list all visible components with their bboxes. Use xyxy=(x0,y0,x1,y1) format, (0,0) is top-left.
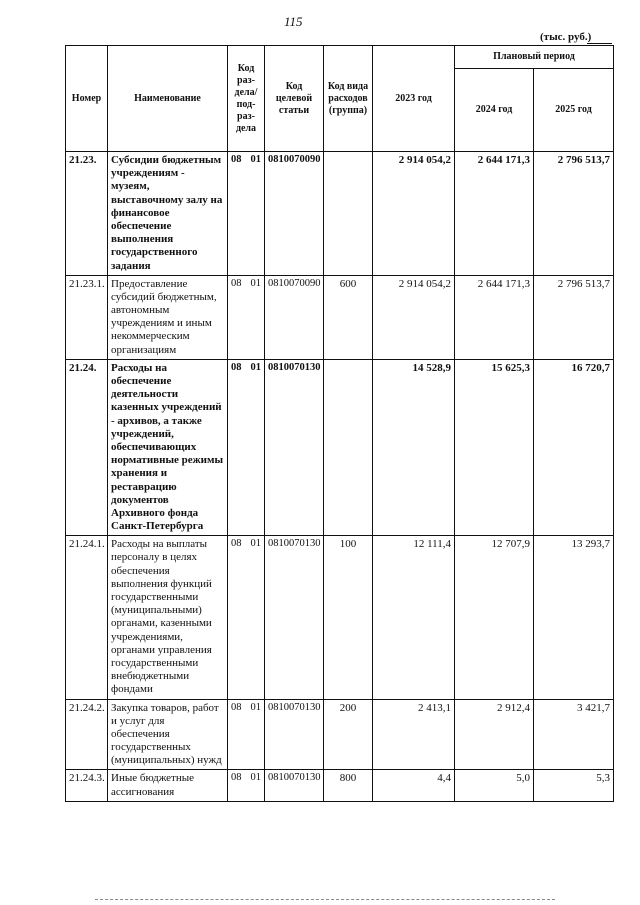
row-name: Расходы на выплаты персоналу в целях обеспечения выполнения функций государственными (муниципальными) органами, казенными учреждениями, органами управления государственными внебюджетными фондами xyxy=(108,536,228,699)
header-target-code: Код целевой статьи xyxy=(265,46,324,152)
row-section-code xyxy=(228,699,265,770)
table-row xyxy=(66,770,614,801)
row-value-2023: 2 413,1 xyxy=(373,699,455,770)
header-number: Номер xyxy=(66,46,108,152)
table-row xyxy=(66,152,614,276)
row-number: 21.24.1. xyxy=(66,536,108,699)
row-value-2023: 4,4 xyxy=(373,770,455,801)
row-section: 08 xyxy=(231,772,242,784)
row-value-2023: 2 914 054,2 xyxy=(373,152,455,276)
row-name: Субсидии бюджетным учреждениям - музеям, выставочному залу на финансовое обеспечение выполнения государственного задания xyxy=(108,152,228,276)
table-row xyxy=(66,536,614,699)
row-expense-code: 100 xyxy=(324,536,373,699)
row-number: 21.23.1. xyxy=(66,275,108,359)
row-target-code: 0810070130 xyxy=(265,699,324,770)
table-row xyxy=(66,275,614,359)
row-value-2024: 15 625,3 xyxy=(455,359,534,535)
row-value-2024: 2 644 171,3 xyxy=(455,275,534,359)
row-section-code xyxy=(228,275,265,359)
row-expense-code: 200 xyxy=(324,699,373,770)
header-name: Наименование xyxy=(108,46,228,152)
row-target-code: 0810070130 xyxy=(265,359,324,535)
row-target-code: 0810070130 xyxy=(265,770,324,801)
row-subsection: 01 xyxy=(250,154,261,165)
row-expense-code xyxy=(324,152,373,276)
units-underline xyxy=(587,43,612,44)
table-row xyxy=(66,699,614,770)
row-number: 21.23. xyxy=(66,152,108,276)
row-section: 08 xyxy=(231,361,242,373)
row-name: Предоставление субсидий бюджетным, автономным учреждениям и иным некоммерческим организациям xyxy=(108,275,228,359)
row-subsection: 01 xyxy=(250,701,261,713)
row-section: 08 xyxy=(231,277,242,289)
row-value-2025: 2 796 513,7 xyxy=(534,275,614,359)
table-body xyxy=(66,152,614,802)
row-expense-code: 800 xyxy=(324,770,373,801)
row-section-code xyxy=(228,359,265,535)
row-value-2023: 12 111,4 xyxy=(373,536,455,699)
row-value-2024: 5,0 xyxy=(455,770,534,801)
row-name: Расходы на обеспечение деятельности казенных учреждений - архивов, а также учреждений, обеспечивающих нормативные режимы хранения и реставрацию документов Архивного фонда Санкт-Петербурга xyxy=(108,359,228,535)
table-header xyxy=(66,46,614,152)
budget-table xyxy=(65,45,614,802)
row-section-code xyxy=(228,770,265,801)
row-number: 21.24. xyxy=(66,359,108,535)
row-target-code: 0810070090 xyxy=(265,275,324,359)
row-target-code: 0810070130 xyxy=(265,536,324,699)
row-number: 21.24.3. xyxy=(66,770,108,801)
row-value-2025: 5,3 xyxy=(534,770,614,801)
header-section-code: Код раз-дела/ под-раз-дела xyxy=(228,46,265,152)
scan-artifact xyxy=(95,899,555,903)
row-expense-code: 600 xyxy=(324,275,373,359)
row-value-2023: 2 914 054,2 xyxy=(373,275,455,359)
header-year-2023: 2023 год xyxy=(373,46,455,152)
row-subsection: 01 xyxy=(250,277,261,289)
header-expense-code: Код вида расходов (группа) xyxy=(324,46,373,152)
row-expense-code xyxy=(324,359,373,535)
row-value-2025: 16 720,7 xyxy=(534,359,614,535)
units-label: (тыс. руб.) xyxy=(540,31,592,43)
row-name: Закупка товаров, работ и услуг для обеспечения государственных (муниципальных) нужд xyxy=(108,699,228,770)
row-subsection: 01 xyxy=(250,772,261,784)
row-value-2023: 14 528,9 xyxy=(373,359,455,535)
row-section: 08 xyxy=(231,538,242,550)
row-section: 08 xyxy=(231,154,242,165)
row-subsection: 01 xyxy=(250,361,261,373)
row-section-code xyxy=(228,536,265,699)
row-target-code: 0810070090 xyxy=(265,152,324,276)
row-value-2025: 13 293,7 xyxy=(534,536,614,699)
row-value-2025: 3 421,7 xyxy=(534,699,614,770)
row-value-2025: 2 796 513,7 xyxy=(534,152,614,276)
row-value-2024: 2 912,4 xyxy=(455,699,534,770)
page-number: 115 xyxy=(284,14,303,29)
header-planned-period: Плановый период xyxy=(455,46,614,69)
header-year-2024: 2024 год xyxy=(455,69,534,152)
table-row xyxy=(66,359,614,535)
row-section: 08 xyxy=(231,701,242,713)
row-value-2024: 12 707,9 xyxy=(455,536,534,699)
row-section-code xyxy=(228,152,265,276)
row-subsection: 01 xyxy=(250,538,261,550)
header-year-2025: 2025 год xyxy=(534,69,614,152)
row-number: 21.24.2. xyxy=(66,699,108,770)
row-value-2024: 2 644 171,3 xyxy=(455,152,534,276)
row-name: Иные бюджетные ассигнования xyxy=(108,770,228,801)
